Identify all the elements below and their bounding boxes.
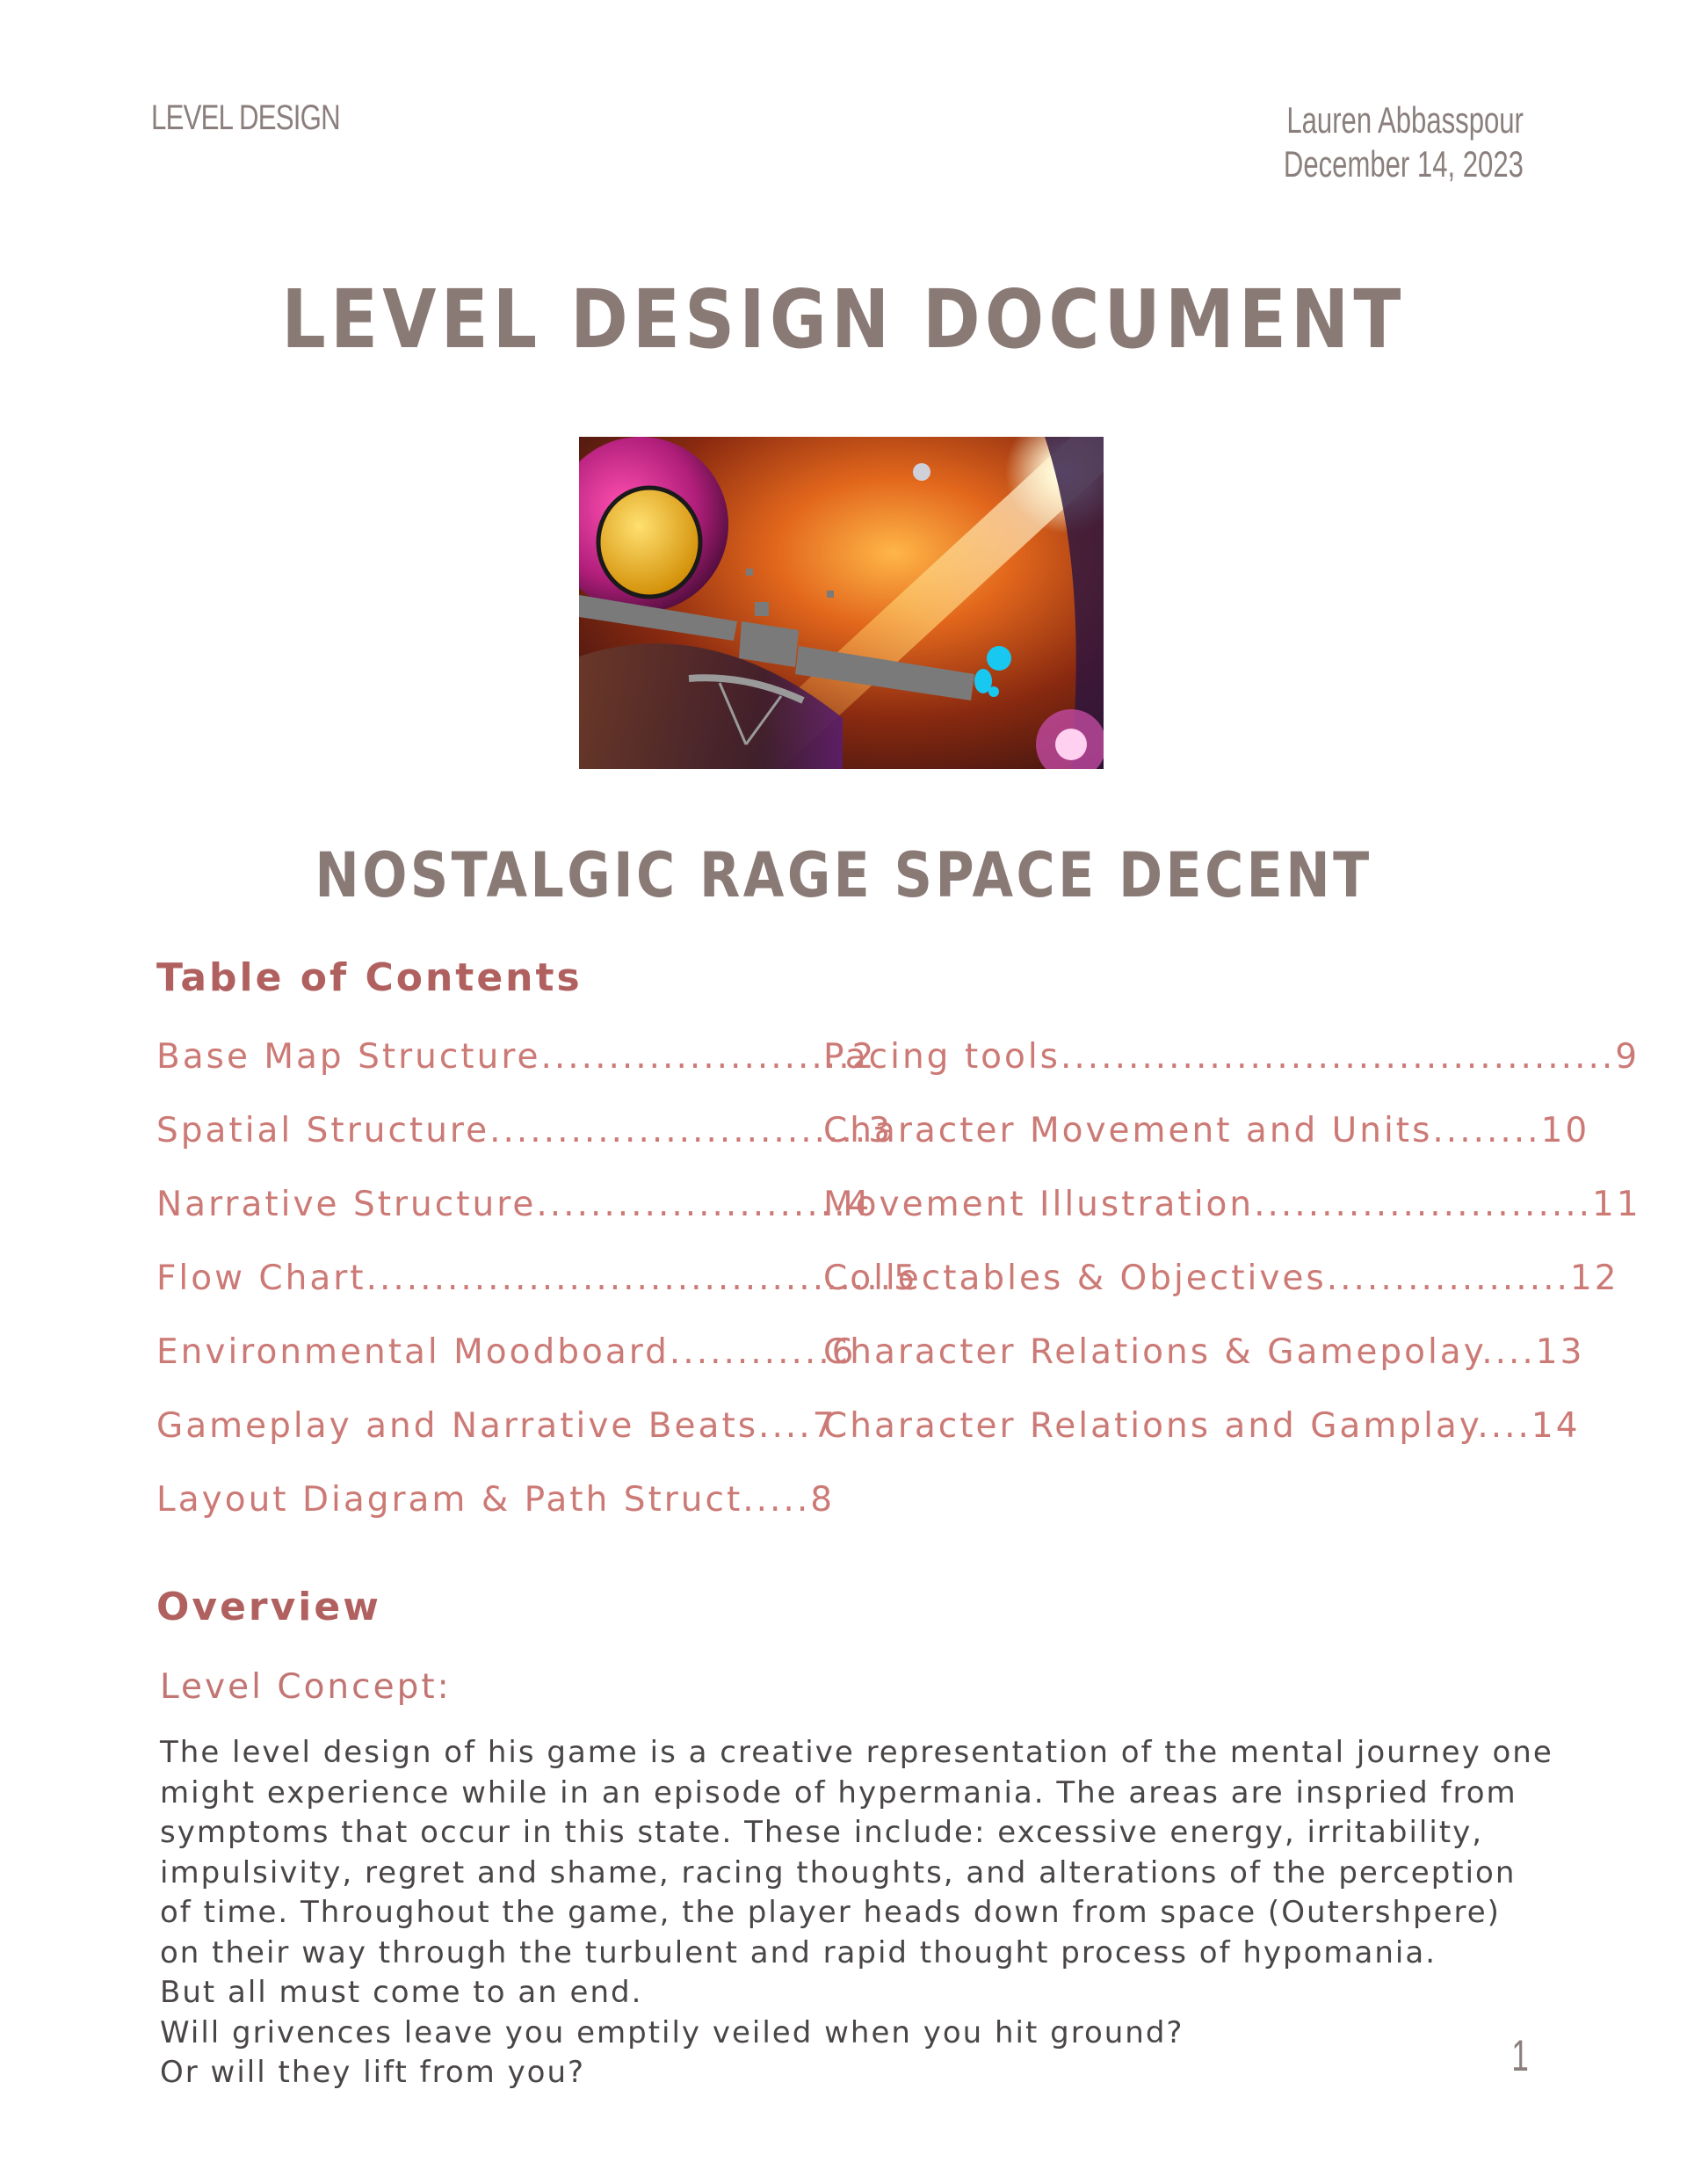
toc-item-gameplay-narrative-beats[interactable]: Gameplay and Narrative Beats....7: [156, 1406, 837, 1446]
body-line: symptoms that occur in this state. These include: excessive energy, irritability,: [160, 1815, 1484, 1850]
game-title: NOSTALGIC RAGE SPACE DECENT: [315, 839, 1372, 911]
toc-item-base-map-structure[interactable]: Base Map Structure.......................2: [156, 1037, 877, 1077]
level-concept-body: [160, 1733, 1553, 2093]
toc-item-character-movement[interactable]: Character Movement and Units........10: [823, 1111, 1590, 1150]
document-date: December 14, 2023: [1284, 143, 1524, 185]
toc-item-spatial-structure[interactable]: Spatial Structure............................3: [156, 1111, 894, 1150]
body-line: Will grivences leave you emptily veiled when you hit ground?: [160, 2014, 1184, 2050]
body-line: might experience while in an episode of hypermania. The areas are inspried from: [160, 1774, 1517, 1810]
header-section-label: LEVEL DESIGN: [151, 98, 340, 137]
header-author-block: [1284, 98, 1524, 186]
body-line: on their way through the turbulent and rapid thought process of hypomania.: [160, 1934, 1437, 1970]
document-title: LEVEL DESIGN DOCUMENT: [281, 272, 1406, 366]
toc-item-pacing-tools[interactable]: Pacing tools.........................................9: [823, 1037, 1640, 1077]
body-line: impulsivity, regret and shame, racing thoughts, and alterations of the perception: [160, 1854, 1517, 1890]
toc-item-collectables-objectives[interactable]: Collectables & Objectives..................12: [823, 1259, 1619, 1298]
body-line: Or will they lift from you?: [160, 2055, 586, 2090]
overview-heading: Overview: [156, 1585, 381, 1629]
toc-item-character-relations-14[interactable]: Character Relations and Gamplay....14: [823, 1406, 1581, 1446]
toc-item-narrative-structure[interactable]: Narrative Structure.......................4: [156, 1185, 872, 1224]
author-name: Lauren Abbasspour: [1286, 99, 1524, 141]
page-number: 1: [1511, 2031, 1529, 2080]
toc-item-flow-chart[interactable]: Flow Chart.......................................5: [156, 1259, 918, 1298]
toc-column-left: [156, 1037, 918, 1554]
body-line: The level design of his game is a creative representation of the mental journey one: [160, 1735, 1553, 1770]
toc-column-right: [823, 1037, 1641, 1480]
body-line: of time. Throughout the game, the player heads down from space (Outershpere): [160, 1895, 1501, 1930]
toc-heading: Table of Contents: [156, 955, 583, 1000]
cover-illustration: [579, 437, 1104, 769]
toc-item-environmental-moodboard[interactable]: Environmental Moodboard............6: [156, 1332, 857, 1372]
toc-item-character-relations-13[interactable]: Character Relations & Gamepolay....13: [823, 1332, 1585, 1372]
toc-item-layout-diagram[interactable]: Layout Diagram & Path Struct.....8: [156, 1480, 836, 1520]
toc-item-movement-illustration[interactable]: Movement Illustration.........................11: [823, 1185, 1641, 1224]
body-line: But all must come to an end.: [160, 1975, 643, 2010]
level-concept-heading: Level Concept:: [160, 1667, 452, 1707]
